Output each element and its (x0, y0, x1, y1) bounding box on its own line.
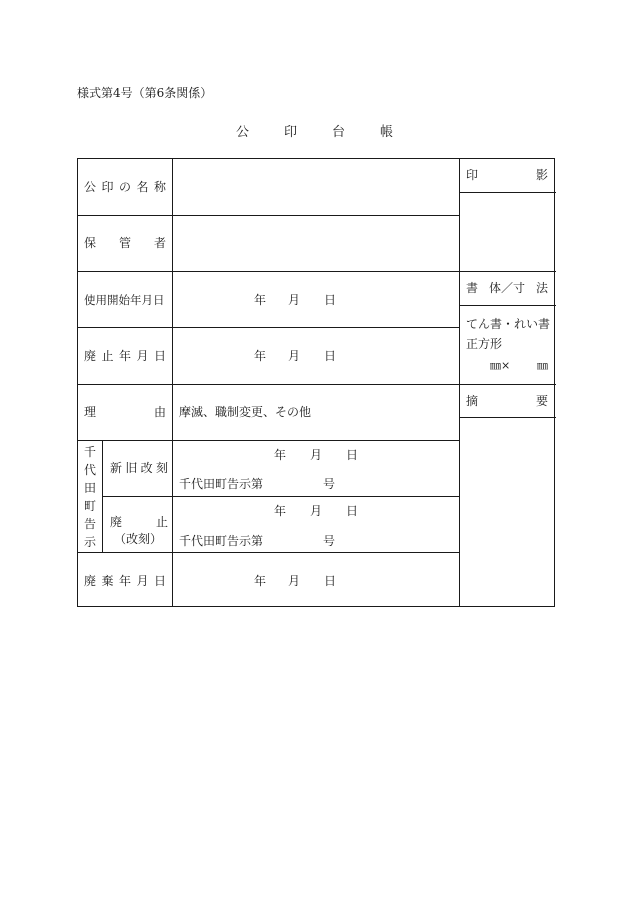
label-char: の (118, 180, 131, 194)
label-reason (84, 405, 166, 419)
abolish2-year: 年 (274, 504, 287, 518)
label-char: 影 (535, 168, 548, 182)
start-month: 月 (288, 293, 301, 307)
label-char: 止 (155, 515, 168, 529)
title-char: 台 (332, 125, 346, 140)
label-recarving: （改刻） (114, 532, 163, 546)
label-char: 廃 (110, 515, 123, 529)
label-char: 田 (83, 481, 96, 495)
label-char: 理 (84, 405, 97, 419)
label-char: 告 (83, 517, 96, 531)
abolish-day: 日 (324, 349, 337, 363)
abolish-month: 月 (288, 349, 301, 363)
row-divider (78, 327, 459, 328)
carving-year: 年 (274, 448, 287, 462)
label-start-date: 使用開始年月日 (84, 293, 165, 307)
label-char: 管 (118, 236, 131, 250)
label-char: 称 (153, 180, 166, 194)
label-char: 旧 (125, 461, 138, 475)
label-char: 示 (83, 535, 96, 549)
label-char: 廃 (84, 349, 97, 363)
label-char: 公 (84, 180, 97, 194)
label-summary (466, 394, 548, 408)
label-char: 要 (535, 394, 548, 408)
label-char: 止 (101, 349, 114, 363)
label-char: 千 (83, 445, 96, 459)
label-char: 刻 (155, 461, 168, 475)
label-char: 年 (118, 349, 131, 363)
carving-notice-prefix: 千代田町告示第 (179, 477, 264, 491)
label-char: 印 (466, 168, 479, 182)
row-divider (459, 417, 556, 418)
label-char: 改 (140, 461, 153, 475)
label-char: 日 (153, 349, 166, 363)
title-char: 帳 (380, 125, 394, 140)
label-abolish-date (84, 349, 166, 363)
label-char: 棄 (101, 574, 114, 588)
label-char: 法 (535, 281, 548, 295)
size-mm-x: ㎜× (490, 359, 511, 372)
column-divider (459, 159, 460, 607)
start-year: 年 (254, 293, 267, 307)
label-char: 者 (153, 236, 166, 250)
label-town-notice-vertical (78, 443, 102, 551)
label-char: 月 (136, 574, 149, 588)
label-char: 代 (83, 463, 96, 477)
label-char: 摘 (466, 394, 479, 408)
shape-value: 正方形 (466, 337, 503, 351)
label-char: 体／寸 (488, 281, 525, 295)
abolish2-day: 日 (346, 504, 359, 518)
row-divider (459, 384, 556, 385)
label-char: 書 (466, 281, 479, 295)
seal-registry-table (77, 158, 555, 607)
reason-value: 摩滅、職制変更、その他 (179, 405, 312, 419)
row-divider (459, 305, 556, 306)
label-seal-impression (466, 168, 548, 182)
label-char: 年 (118, 574, 131, 588)
carving-notice-suffix: 号 (323, 477, 336, 491)
size-mm: ㎜ (537, 359, 548, 372)
label-char: 日 (153, 574, 166, 588)
label-char: 由 (153, 405, 166, 419)
row-divider (459, 192, 556, 193)
title-char: 印 (284, 125, 298, 140)
abolish-notice-suffix: 号 (323, 534, 336, 548)
label-disposal-date (84, 574, 166, 588)
disposal-month: 月 (288, 574, 301, 588)
label-char: 新 (110, 461, 123, 475)
row-divider (78, 215, 459, 216)
title-char: 公 (236, 125, 250, 140)
abolish-year: 年 (254, 349, 267, 363)
label-char: 町 (83, 499, 96, 513)
start-day: 日 (324, 293, 337, 307)
label-char: 廃 (84, 574, 97, 588)
label-char: 月 (136, 349, 149, 363)
row-divider (459, 271, 556, 272)
disposal-year: 年 (254, 574, 267, 588)
style-value: てん書・れい書 (466, 317, 551, 331)
row-divider (78, 552, 459, 553)
label-char: 保 (84, 236, 97, 250)
label-char: 印 (101, 180, 114, 194)
label-char: 名 (136, 180, 149, 194)
label-seal-name (84, 180, 166, 194)
label-abolish (110, 515, 168, 529)
disposal-day: 日 (324, 574, 337, 588)
abolish2-month: 月 (310, 504, 323, 518)
row-divider (78, 440, 459, 441)
carving-day: 日 (346, 448, 359, 462)
abolish-notice-prefix: 千代田町告示第 (179, 534, 264, 548)
row-divider (78, 384, 459, 385)
row-divider (102, 496, 459, 497)
label-style-size (466, 281, 548, 295)
form-number: 様式第4号（第6条関係） (77, 86, 213, 100)
label-new-old-carving (110, 461, 168, 475)
label-custodian (84, 236, 166, 250)
carving-month: 月 (310, 448, 323, 462)
column-divider (172, 159, 173, 607)
row-divider (78, 271, 459, 272)
